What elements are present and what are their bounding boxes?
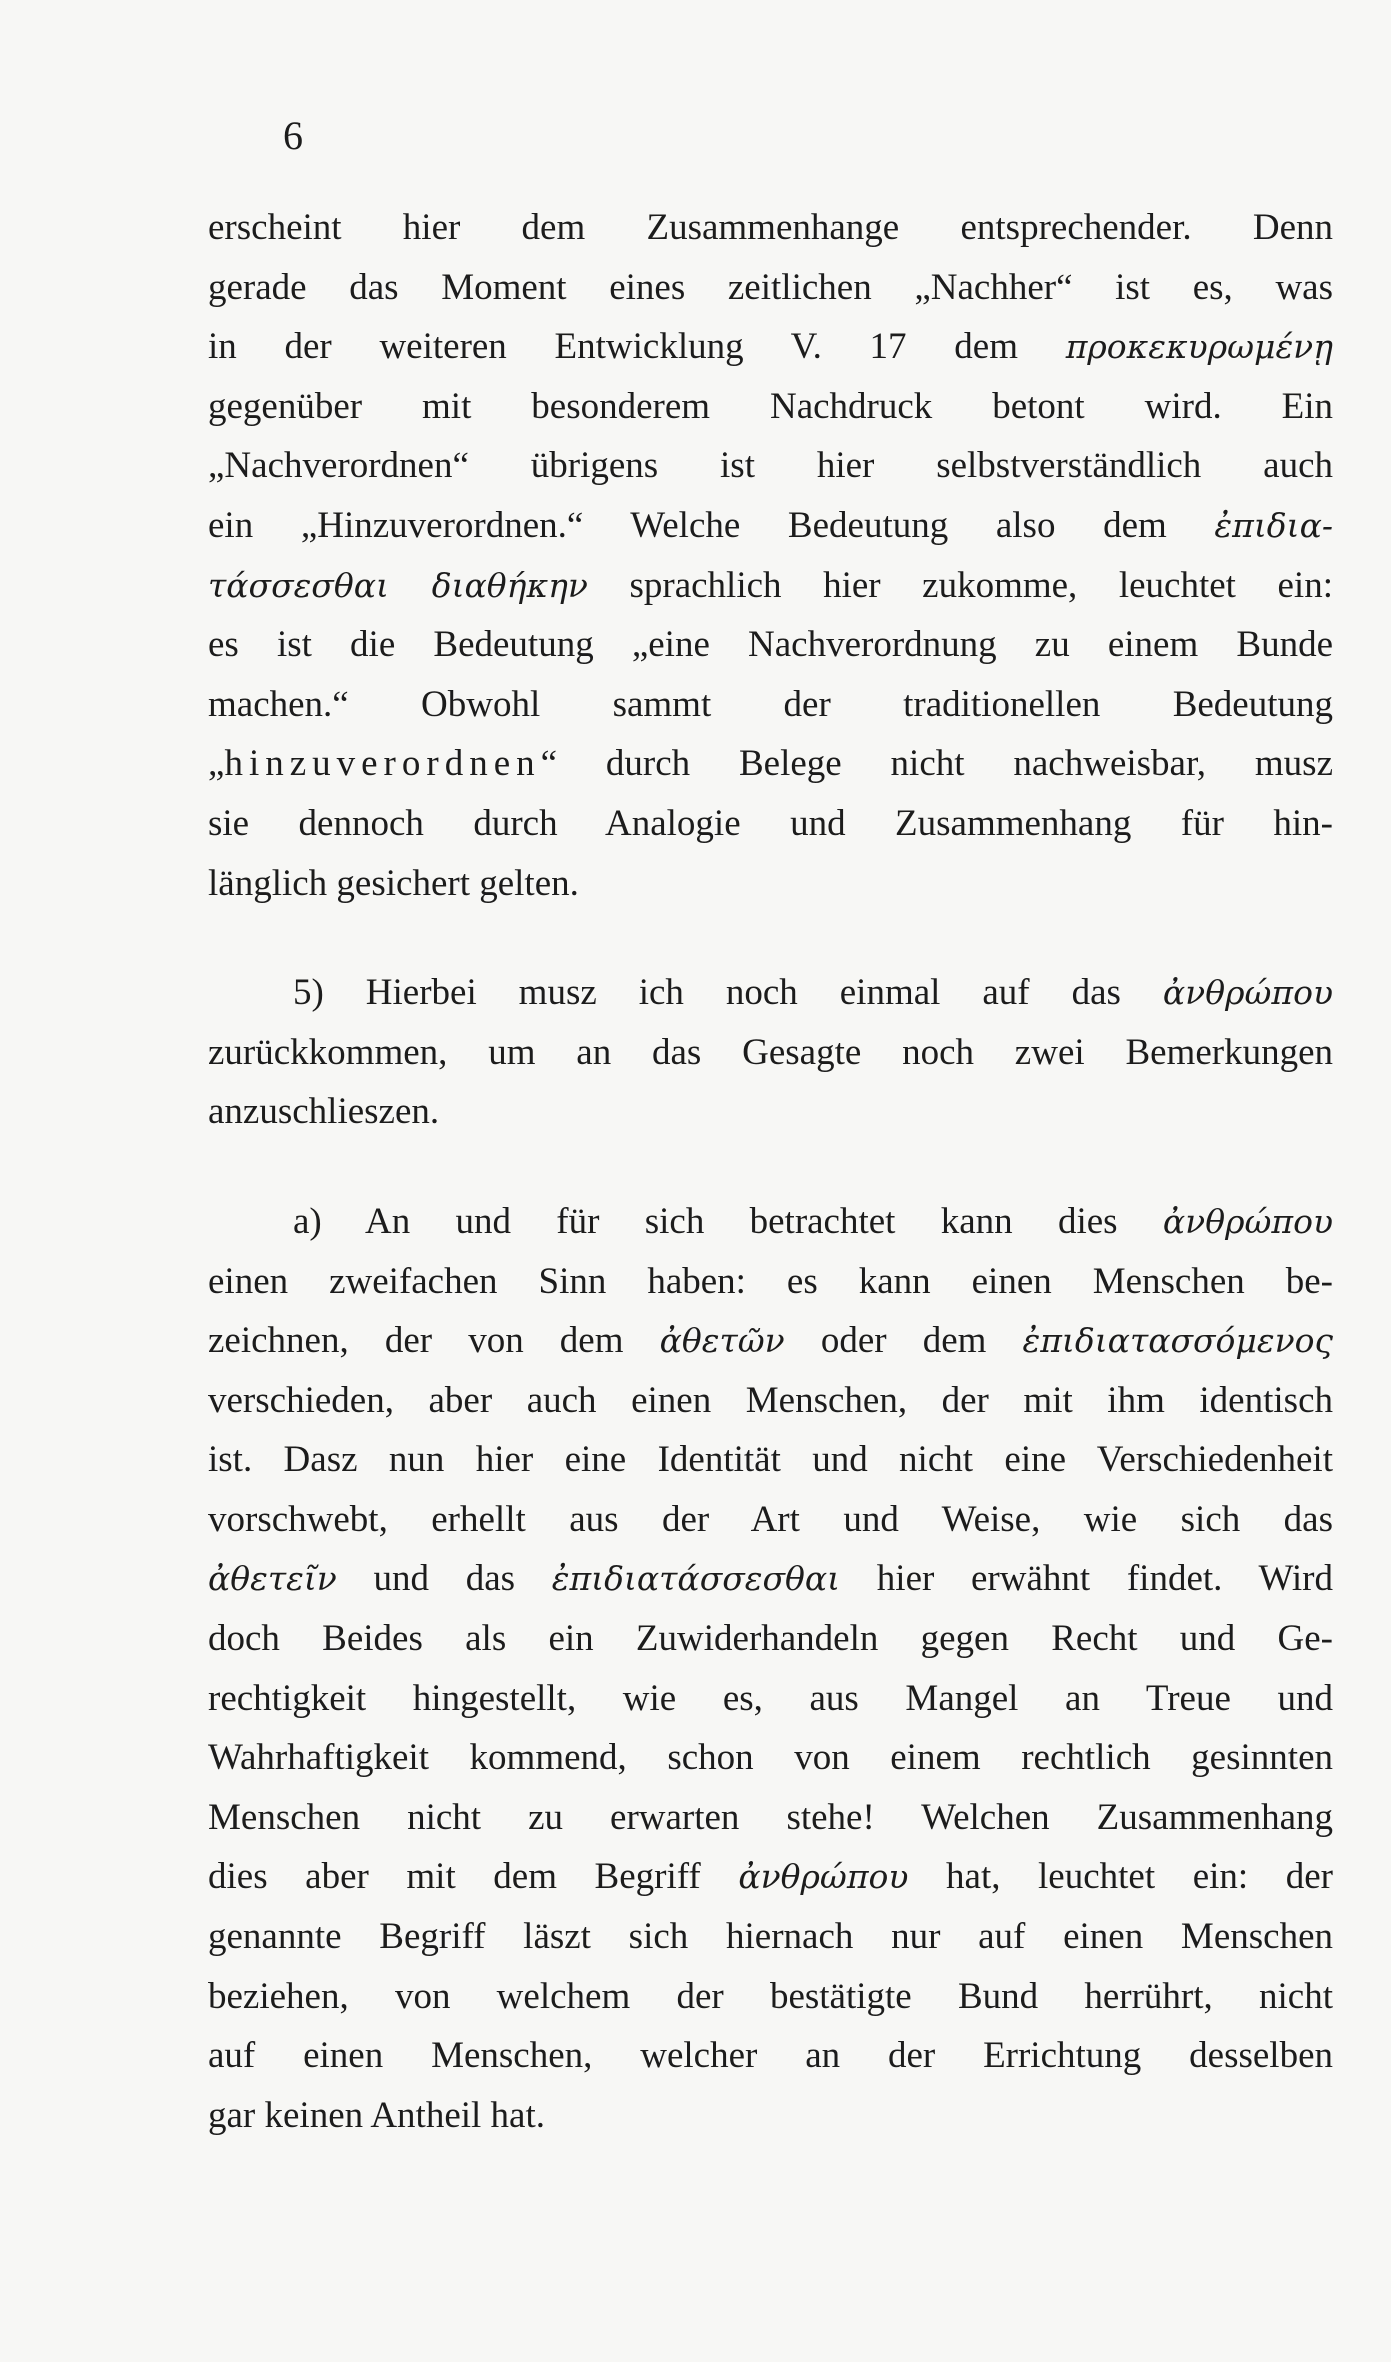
text-segment: ein „Hinzuverordnen.“ Welche Bedeutung also dem <box>208 504 1215 546</box>
text-segment: sprachlich hier zukomme, leuchtet ein: <box>587 564 1333 606</box>
text-segment: in der weiteren Entwicklung V. 17 dem <box>208 326 1066 368</box>
text-line <box>208 556 1333 616</box>
text-segment: a) An und für sich betrachtet kann dies <box>293 1200 1163 1242</box>
text-segment: beziehen, von welchem der bestätigte Bund herrührt, nicht <box>208 1975 1333 2017</box>
text-line <box>208 1371 1333 1431</box>
text-segment: ist. Dasz nun hier eine Identität und nicht eine Verschiedenheit <box>208 1439 1333 1481</box>
text-segment: oder dem <box>784 1320 1023 1362</box>
text-segment: Menschen nicht zu erwarten stehe! Welchen Zusammenhang <box>208 1796 1333 1838</box>
greek-term: ἀνθρώπου <box>1162 1201 1333 1241</box>
greek-term: ἐπιδια- <box>1214 505 1333 545</box>
text-segment: Wahrhaftigkeit kommend, schon von einem rechtlich gesinnten <box>208 1737 1333 1779</box>
text-segment: „ <box>208 743 225 785</box>
paragraph-gap <box>208 1142 1333 1192</box>
text-line <box>208 2086 1333 2146</box>
text-line <box>208 1311 1333 1371</box>
paragraph <box>208 963 1333 1142</box>
text-line <box>208 1549 1333 1609</box>
text-segment: genannte Begriff läszt sich hiernach nur auf einen Menschen <box>208 1916 1333 1958</box>
text-segment: machen.“ Obwohl sammt der traditionellen Bedeutung <box>208 683 1333 725</box>
greek-term: ἀθετεῖν <box>208 1559 337 1599</box>
text-line <box>208 1023 1333 1083</box>
text-line <box>208 1788 1333 1848</box>
text-line <box>208 1609 1333 1669</box>
text-segment: rechtigkeit hingestellt, wie es, aus Mangel an Treue und <box>208 1677 1333 1719</box>
greek-term: ἀθετῶν <box>659 1321 785 1361</box>
text-segment: verschieden, aber auch einen Menschen, der mit ihm identisch <box>208 1379 1333 1421</box>
text-line <box>208 436 1333 496</box>
page-number: 6 <box>283 113 303 158</box>
greek-term: προκεκυρωμένῃ <box>1065 327 1333 367</box>
text-line <box>208 377 1333 437</box>
text-segment: gar keinen Antheil hat. <box>208 2094 546 2136</box>
text-segment: „Nachverordnen“ übrigens ist hier selbstverständlich auch <box>208 445 1333 487</box>
text-segment: 5) Hierbei musz ich noch einmal auf das <box>293 972 1163 1014</box>
text-segment: anzuschlieszen. <box>208 1091 440 1133</box>
text-line <box>208 2026 1333 2086</box>
greek-term: τάσσεσθαι διαθήκην <box>208 565 588 605</box>
text-segment: auf einen Menschen, welcher an der Errichtung desselben <box>208 2035 1333 2077</box>
text-line <box>208 794 1333 854</box>
greek-term: ἀνθρώπου <box>1162 973 1333 1013</box>
text-segment: sie dennoch durch Analogie und Zusammenhang für hin- <box>208 802 1333 844</box>
text-line <box>208 1082 1333 1142</box>
text-segment: “ durch Belege nicht nachweisbar, musz <box>540 743 1333 785</box>
text-line <box>208 1847 1333 1907</box>
text-line <box>208 1907 1333 1967</box>
text-segment: es ist die Bedeutung „eine Nachverordnung zu einem Bunde <box>208 624 1333 666</box>
text-line <box>208 258 1333 318</box>
text-line <box>208 496 1333 556</box>
text-line <box>208 734 1333 794</box>
text-segment: erscheint hier dem Zusammenhange entsprechender. Denn <box>208 207 1333 248</box>
text-line <box>208 1490 1333 1550</box>
text-segment: gegenüber mit besonderem Nachdruck betont wird. Ein <box>208 385 1333 427</box>
text-line <box>208 1430 1333 1490</box>
text-line <box>208 1728 1333 1788</box>
text-line <box>208 675 1333 735</box>
paragraph <box>208 198 1333 913</box>
text-line <box>208 1967 1333 2027</box>
text-line <box>208 317 1333 377</box>
text-line <box>208 1669 1333 1729</box>
text-segment: gerade das Moment eines zeitlichen „Nachher“ ist es, was <box>208 266 1333 308</box>
body-text <box>208 198 1333 2145</box>
greek-term: ἐπιδιατασσόμενος <box>1022 1321 1333 1361</box>
text-segment: einen zweifachen Sinn haben: es kann einen Menschen be- <box>208 1260 1333 1302</box>
greek-term: ἀνθρώπου <box>738 1857 909 1897</box>
text-segment: zurückkommen, um an das Gesagte noch zwei Bemerkungen <box>208 1031 1333 1073</box>
paragraph-gap <box>208 913 1333 963</box>
text-segment: dies aber mit dem Begriff <box>208 1856 739 1898</box>
text-segment: länglich gesichert gelten. <box>208 862 579 904</box>
text-line <box>208 963 1333 1023</box>
text-line <box>208 1252 1333 1312</box>
text-segment: doch Beides als ein Zuwiderhandeln gegen Recht und Ge- <box>208 1618 1333 1660</box>
text-segment: hat, leuchtet ein: der <box>908 1856 1333 1898</box>
greek-term: ἐπιδιατάσσεσθαι <box>551 1559 841 1599</box>
text-segment: vorschwebt, erhellt aus der Art und Weise, wie sich das <box>208 1498 1333 1540</box>
text-line <box>208 854 1333 914</box>
text-line <box>208 615 1333 675</box>
text-segment: hier erwähnt findet. Wird <box>840 1558 1333 1600</box>
text-segment: und das <box>336 1558 552 1600</box>
text-line <box>208 198 1333 258</box>
text-line <box>208 1192 1333 1252</box>
text-segment: zeichnen, der von dem <box>208 1320 660 1362</box>
paragraph <box>208 1192 1333 2146</box>
spaced-term: hinzuverordnen <box>224 743 541 785</box>
